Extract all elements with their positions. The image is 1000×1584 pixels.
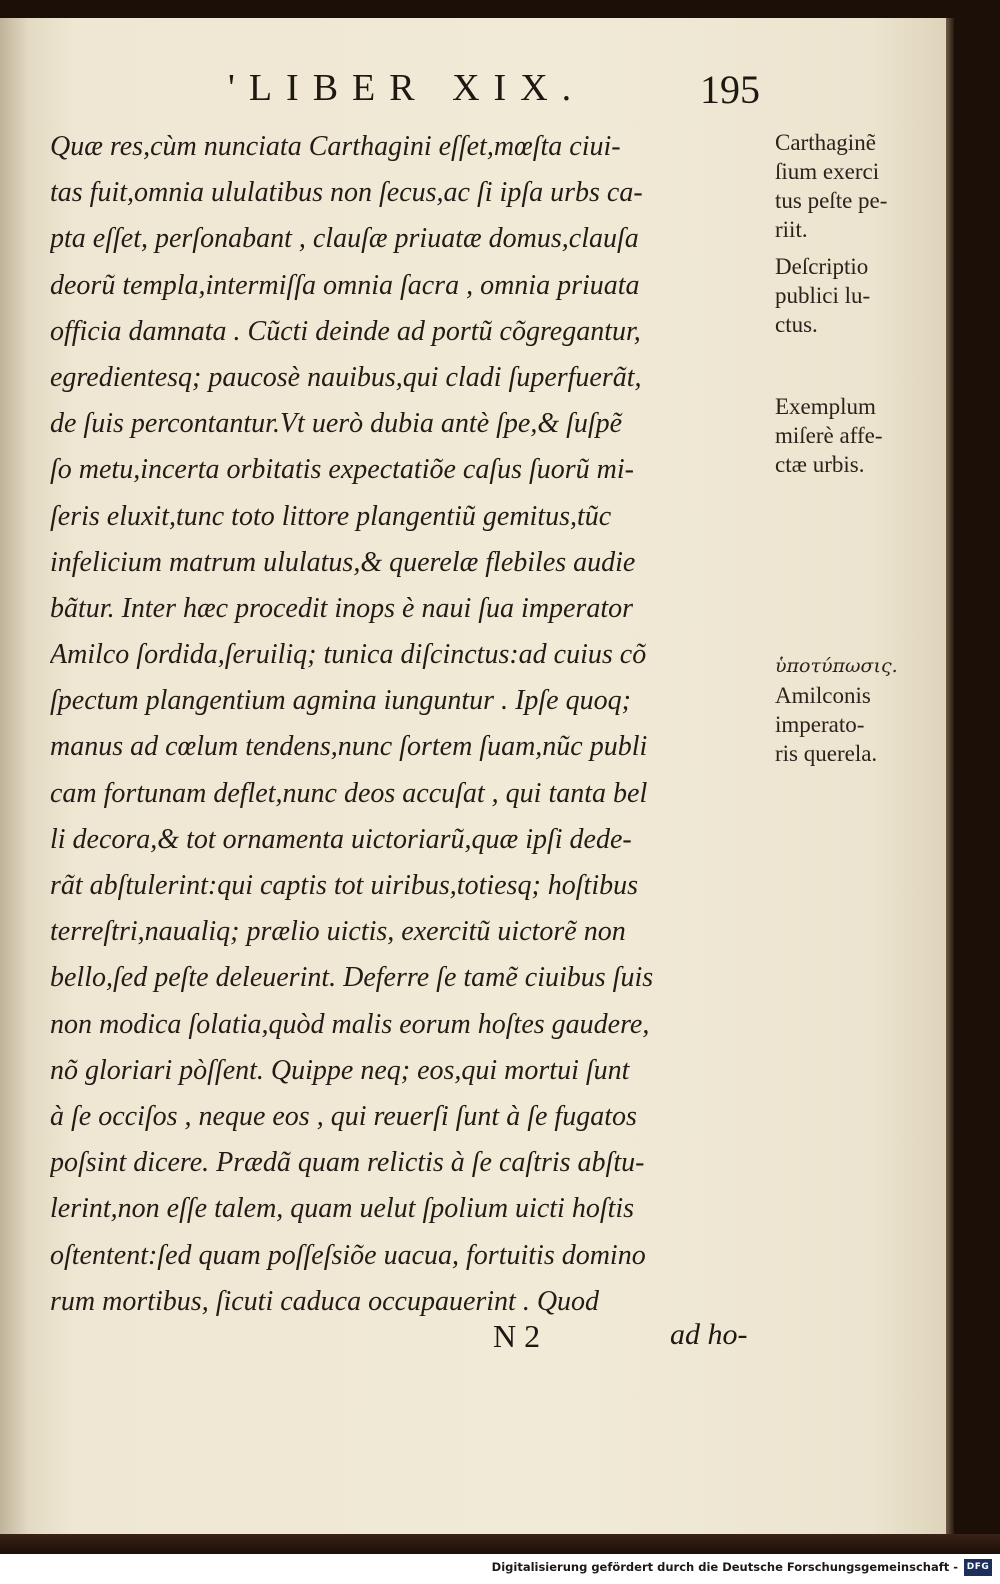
text-line: pta eſſet, perſonabant , clauſæ priuatæ domus,clauſa: [50, 223, 639, 255]
text-line: à ſe occiſos , neque eos , qui reuerſi ſunt à ſe fugatos: [50, 1100, 637, 1132]
margin-note-line: Exemplum: [775, 394, 876, 419]
margin-note-line: imperato-: [775, 712, 865, 737]
text-line: ſo metu,incerta orbitatis expectatiõe caſus ſuorũ mi-: [50, 454, 635, 486]
text-line: oſtentent:ſed quam poſſeſsiõe uacua, fortuitis domino: [50, 1239, 646, 1271]
margin-note-descriptio: [775, 252, 940, 339]
page-header: [0, 66, 946, 116]
margin-note-line: ſium exerci: [775, 159, 880, 184]
margin-note-line: miſerè affe-: [775, 423, 883, 448]
text-line: tas fuit,omnia ululatibus non ſecus,ac ſi ipſa urbs ca-: [50, 177, 643, 209]
text-line: officia damnata . Cũcti deinde ad portũ cõgregantur,: [50, 315, 641, 347]
text-line: li decora,& tot ornamenta uictoriarũ,quæ ipſi dede-: [50, 823, 632, 855]
running-title: 'LIBER XIX.: [228, 67, 586, 109]
text-line: bello,ſed peſte deleuerint. Deferre ſe tamẽ ciuibus ſuis: [50, 962, 654, 994]
margin-note-exemplum: [775, 392, 940, 479]
text-line: lerint,non eſſe talem, quam uelut ſpolium uicti hoſtis: [50, 1193, 635, 1225]
margin-note-line: publici lu-: [775, 283, 871, 308]
margin-note-line: ctus.: [775, 312, 818, 337]
page-number: 195: [700, 67, 760, 112]
signature-mark: N 2: [493, 1318, 541, 1354]
text-line: nõ gloriari pòſſent. Quippe neq; eos,qui mortui ſunt: [50, 1054, 630, 1086]
text-line: rum mortibus, ſicuti caduca occupauerint . Quod: [50, 1285, 600, 1317]
margin-note-line: ὑποτύπωσις.: [775, 655, 898, 677]
margin-note-line: ris querela.: [775, 741, 878, 766]
text-line: deorũ templa,intermiſſa omnia ſacra , omnia priuata: [50, 269, 640, 301]
text-line: Quæ res,cùm nunciata Carthagini eſſet,mœſta ciui-: [50, 131, 621, 162]
text-line: de ſuis percontantur.Vt uerò dubia antè ſpe,& ſuſpẽ: [50, 408, 623, 440]
text-line: egredientesq; paucosè nauibus,qui cladi ſuperfuerãt,: [50, 361, 642, 393]
catchword: ad ho-: [670, 1318, 748, 1351]
margin-note-line: riit.: [775, 217, 808, 242]
text-line: cam fortunam deflet,nunc deos accuſat , qui tanta bel: [50, 777, 648, 809]
text-line: ſpectum plangentium agmina iunguntur . Ipſe quoq;: [50, 685, 631, 717]
text-line: terreſtri,naualiq; prælio uictis, exercitũ uictorẽ non: [50, 916, 626, 948]
text-line: Amilco ſordida,ſeruiliq; tunica diſcinctus:ad cuius cõ: [50, 639, 647, 671]
text-line: bãtur. Inter hæc procedit inops è naui ſua imperator: [50, 592, 634, 624]
text-line: infelicium matrum ululatus,& querelæ flebiles audie: [50, 546, 636, 578]
main-text: [50, 124, 765, 1325]
digitization-credit-bar: [0, 1554, 1000, 1584]
text-line: manus ad cœlum tendens,nunc ſortem ſuam,nũc publi: [50, 731, 648, 763]
margin-note-carthaginians: [775, 128, 940, 244]
credit-text: Digitalisierung gefördert durch die Deutsche Forschungsgemeinschaft -: [491, 1560, 958, 1574]
dfg-logo-icon: DFG: [964, 1559, 992, 1576]
text-line: rãt abſtulerint:qui captis tot uiribus,totiesq; hoſtibus: [50, 870, 639, 901]
margin-note-line: ctæ urbis.: [775, 452, 865, 477]
text-line: non modica ſolatia,quòd malis eorum hoſtes gaudere,: [50, 1008, 650, 1040]
margin-note-line: Deſcriptio: [775, 254, 869, 279]
text-line: poſsint dicere. Prædã quam relictis à ſe caſtris abſtu-: [50, 1147, 645, 1179]
margin-note-line: Carthaginẽ: [775, 130, 876, 155]
page-edge: [946, 18, 954, 1534]
binding-shadow: [0, 1534, 1000, 1554]
margin-note-line: Amilconis: [775, 683, 871, 708]
margin-note-amilconis: [775, 652, 940, 768]
text-line: ſeris eluxit,tunc toto littore plangentiũ gemitus,tũc: [50, 500, 612, 532]
margin-note-line: tus peſte pe-: [775, 188, 888, 213]
